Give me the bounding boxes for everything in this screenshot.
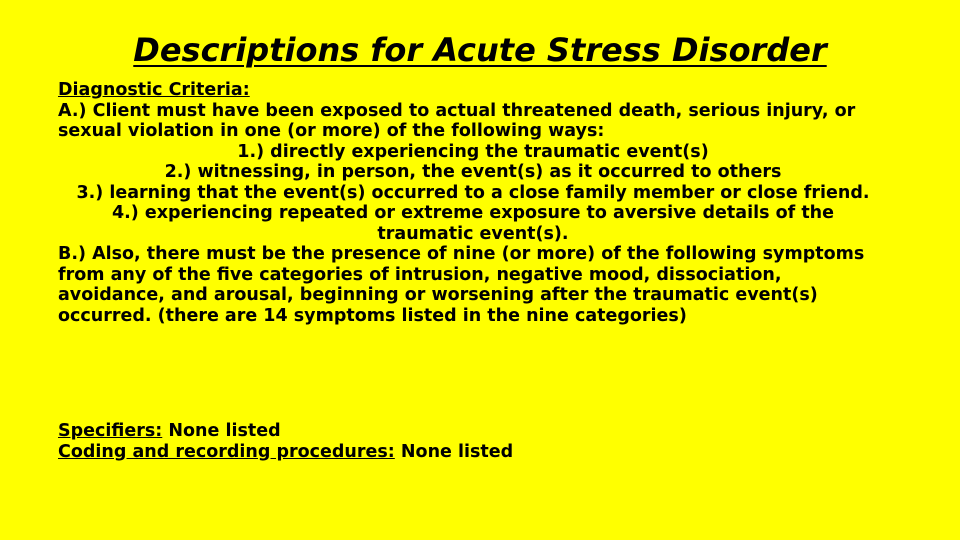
slide-title: Descriptions for Acute Stress Disorder	[133, 31, 827, 69]
diagnostic-criteria-label: Diagnostic Criteria:	[58, 80, 250, 100]
criterion-a: A.) Client must have been exposed to actual threatened death, serious injury, or sexual violation in one (or more) of the following ways:	[58, 100, 856, 141]
criteria-body	[58, 80, 888, 326]
coding-label: Coding and recording procedures:	[58, 441, 395, 462]
list-item: 1.) directly experiencing the traumatic event(s)	[237, 141, 709, 162]
coding-line	[58, 442, 888, 463]
list-item: 3.) learning that the event(s) occurred to a close family member or close friend.	[76, 182, 870, 203]
coding-value: None listed	[394, 441, 514, 462]
list-item: 2.) witnessing, in person, the event(s) as it occurred to others	[164, 162, 782, 182]
list-item: 4.) experiencing repeated or extreme exposure to aversive details of the traumatic event(s).	[111, 203, 835, 244]
criterion-b: B.) Also, there must be the presence of nine (or more) of the following symptoms from any of the five categories of intrusion, negative mood, dissociation, avoidance, and arousal, beginning or worsening after the traumatic event(s) occurred. (there are 14 symptoms listed in the nine categories)	[58, 244, 865, 326]
specifiers-value: None listed	[162, 421, 281, 441]
specifiers-line	[58, 421, 888, 442]
exposure-list	[58, 142, 888, 245]
specifiers-label: Specifiers:	[58, 421, 163, 441]
specifiers-block	[58, 421, 888, 462]
